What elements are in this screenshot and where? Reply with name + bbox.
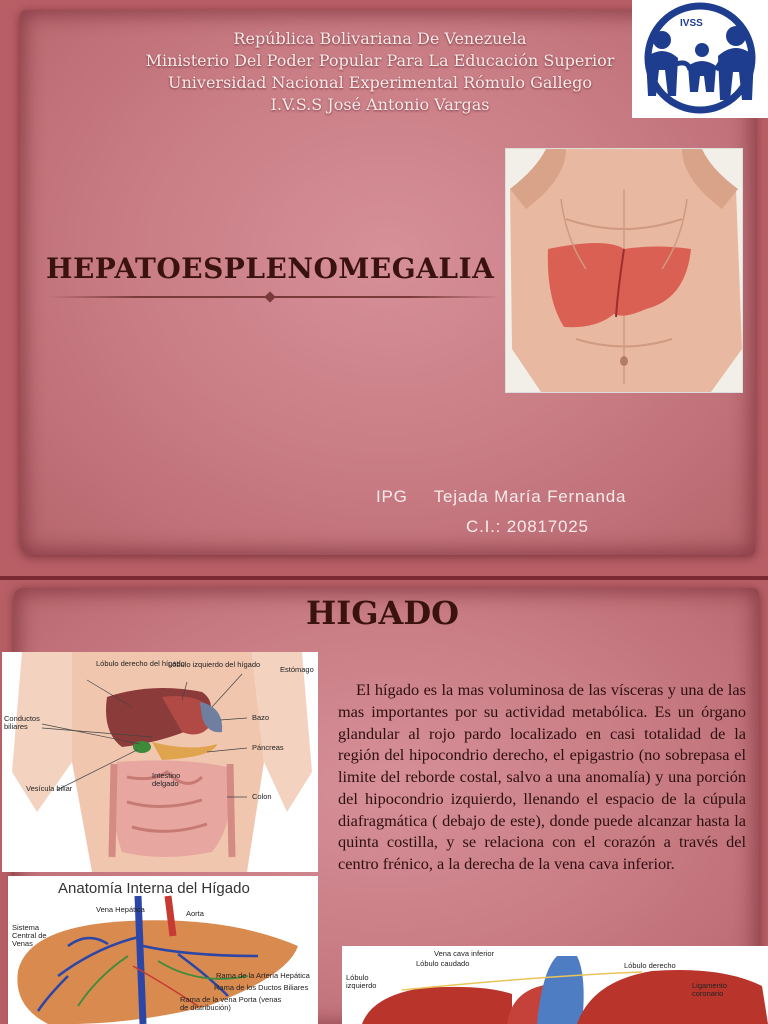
presentation-title: HEPATOESPLENOMEGALIA	[46, 252, 495, 285]
torso-liver-illustration	[505, 148, 743, 393]
label-right-lobe-lower: Lóbulo derecho	[624, 961, 676, 970]
label-inferior-vena-cava: Vena cava inferior	[434, 949, 495, 958]
title-divider	[46, 296, 501, 298]
label-caudate-lobe: Lóbulo caudado	[416, 959, 470, 968]
internal-liver-anatomy-figure	[8, 876, 318, 1024]
label-spleen: Bazo	[252, 713, 270, 722]
label-bile-ducts: Conductos biliares	[4, 714, 40, 731]
institution-header	[100, 28, 660, 116]
header-line-republic: República Bolivariana De Venezuela	[233, 29, 527, 48]
header-line-university: Universidad Nacional Experimental Rómulo Gallego	[168, 73, 592, 92]
label-small-intestine: Intestino delgado	[152, 771, 181, 788]
ivss-logo	[632, 0, 768, 118]
label-gallbladder: Vesícula biliar	[26, 784, 73, 793]
author-line	[376, 487, 626, 507]
label-portal-vein-branch: Rama de la vena Porta (venas de distribución)	[180, 995, 282, 1012]
section-heading: HIGADO	[306, 594, 459, 632]
label-stomach: Estómago	[280, 665, 314, 674]
author-name: Tejada María Fernanda	[433, 487, 627, 506]
label-aorta: Aorta	[186, 909, 204, 918]
author-id: C.I.: 20817025	[466, 517, 589, 536]
internal-figure-title: Anatomía Interna del Hígado	[58, 880, 250, 897]
label-hepatic-vein: Vena Hepática	[96, 905, 145, 914]
label-right-lobe: Lóbulo derecho del hígado	[96, 659, 185, 668]
label-hepatic-artery-branch: Rama de la Arteria Hepática	[216, 971, 310, 980]
label-left-lobe: Lóbulo izquierdo del hígado	[168, 660, 261, 669]
header-line-hospital: I.V.S.S José Antonio Vargas	[270, 95, 490, 114]
label-coronary-ligament: Ligamento coronario	[692, 981, 728, 998]
label-pancreas: Páncreas	[252, 743, 284, 752]
abdomen-organs-figure	[2, 652, 318, 872]
liver-description: El hígado es la mas voluminosa de las vísceras y una de las mas importantes por su actividad metabólica. Es un órgano glandular al rojo pardo localizado en casi totalidad de la región del hipocondrio derecho, el epigastrio (no sobrepasa el limite del reborde costal, salvo a una anomalía) y una porción del hipocondrio izquierdo, llenando el espacio de la cúpula diafragmática ( debajo de este), donde puede alcanzar hasta la quinta costilla, y se relaciona con el corazón a través del centro frénico, a la derecha de la vena cava inferior.	[338, 680, 746, 873]
logo-text: IVSS	[680, 18, 703, 29]
liver-slide	[0, 580, 768, 1024]
header-line-ministry: Ministerio Del Poder Popular Para La Educación Superior	[145, 51, 615, 70]
label-left-lobe-lower: Lóbulo izquierdo	[346, 973, 377, 990]
label-bile-duct-branch: Rama de los Ductos Biliares	[214, 983, 309, 992]
label-central-vein-system: Sistema Central de Venas	[12, 923, 47, 948]
author-role: IPG	[376, 487, 408, 506]
liver-lobes-figure	[342, 946, 768, 1024]
label-colon: Colon	[252, 792, 272, 801]
